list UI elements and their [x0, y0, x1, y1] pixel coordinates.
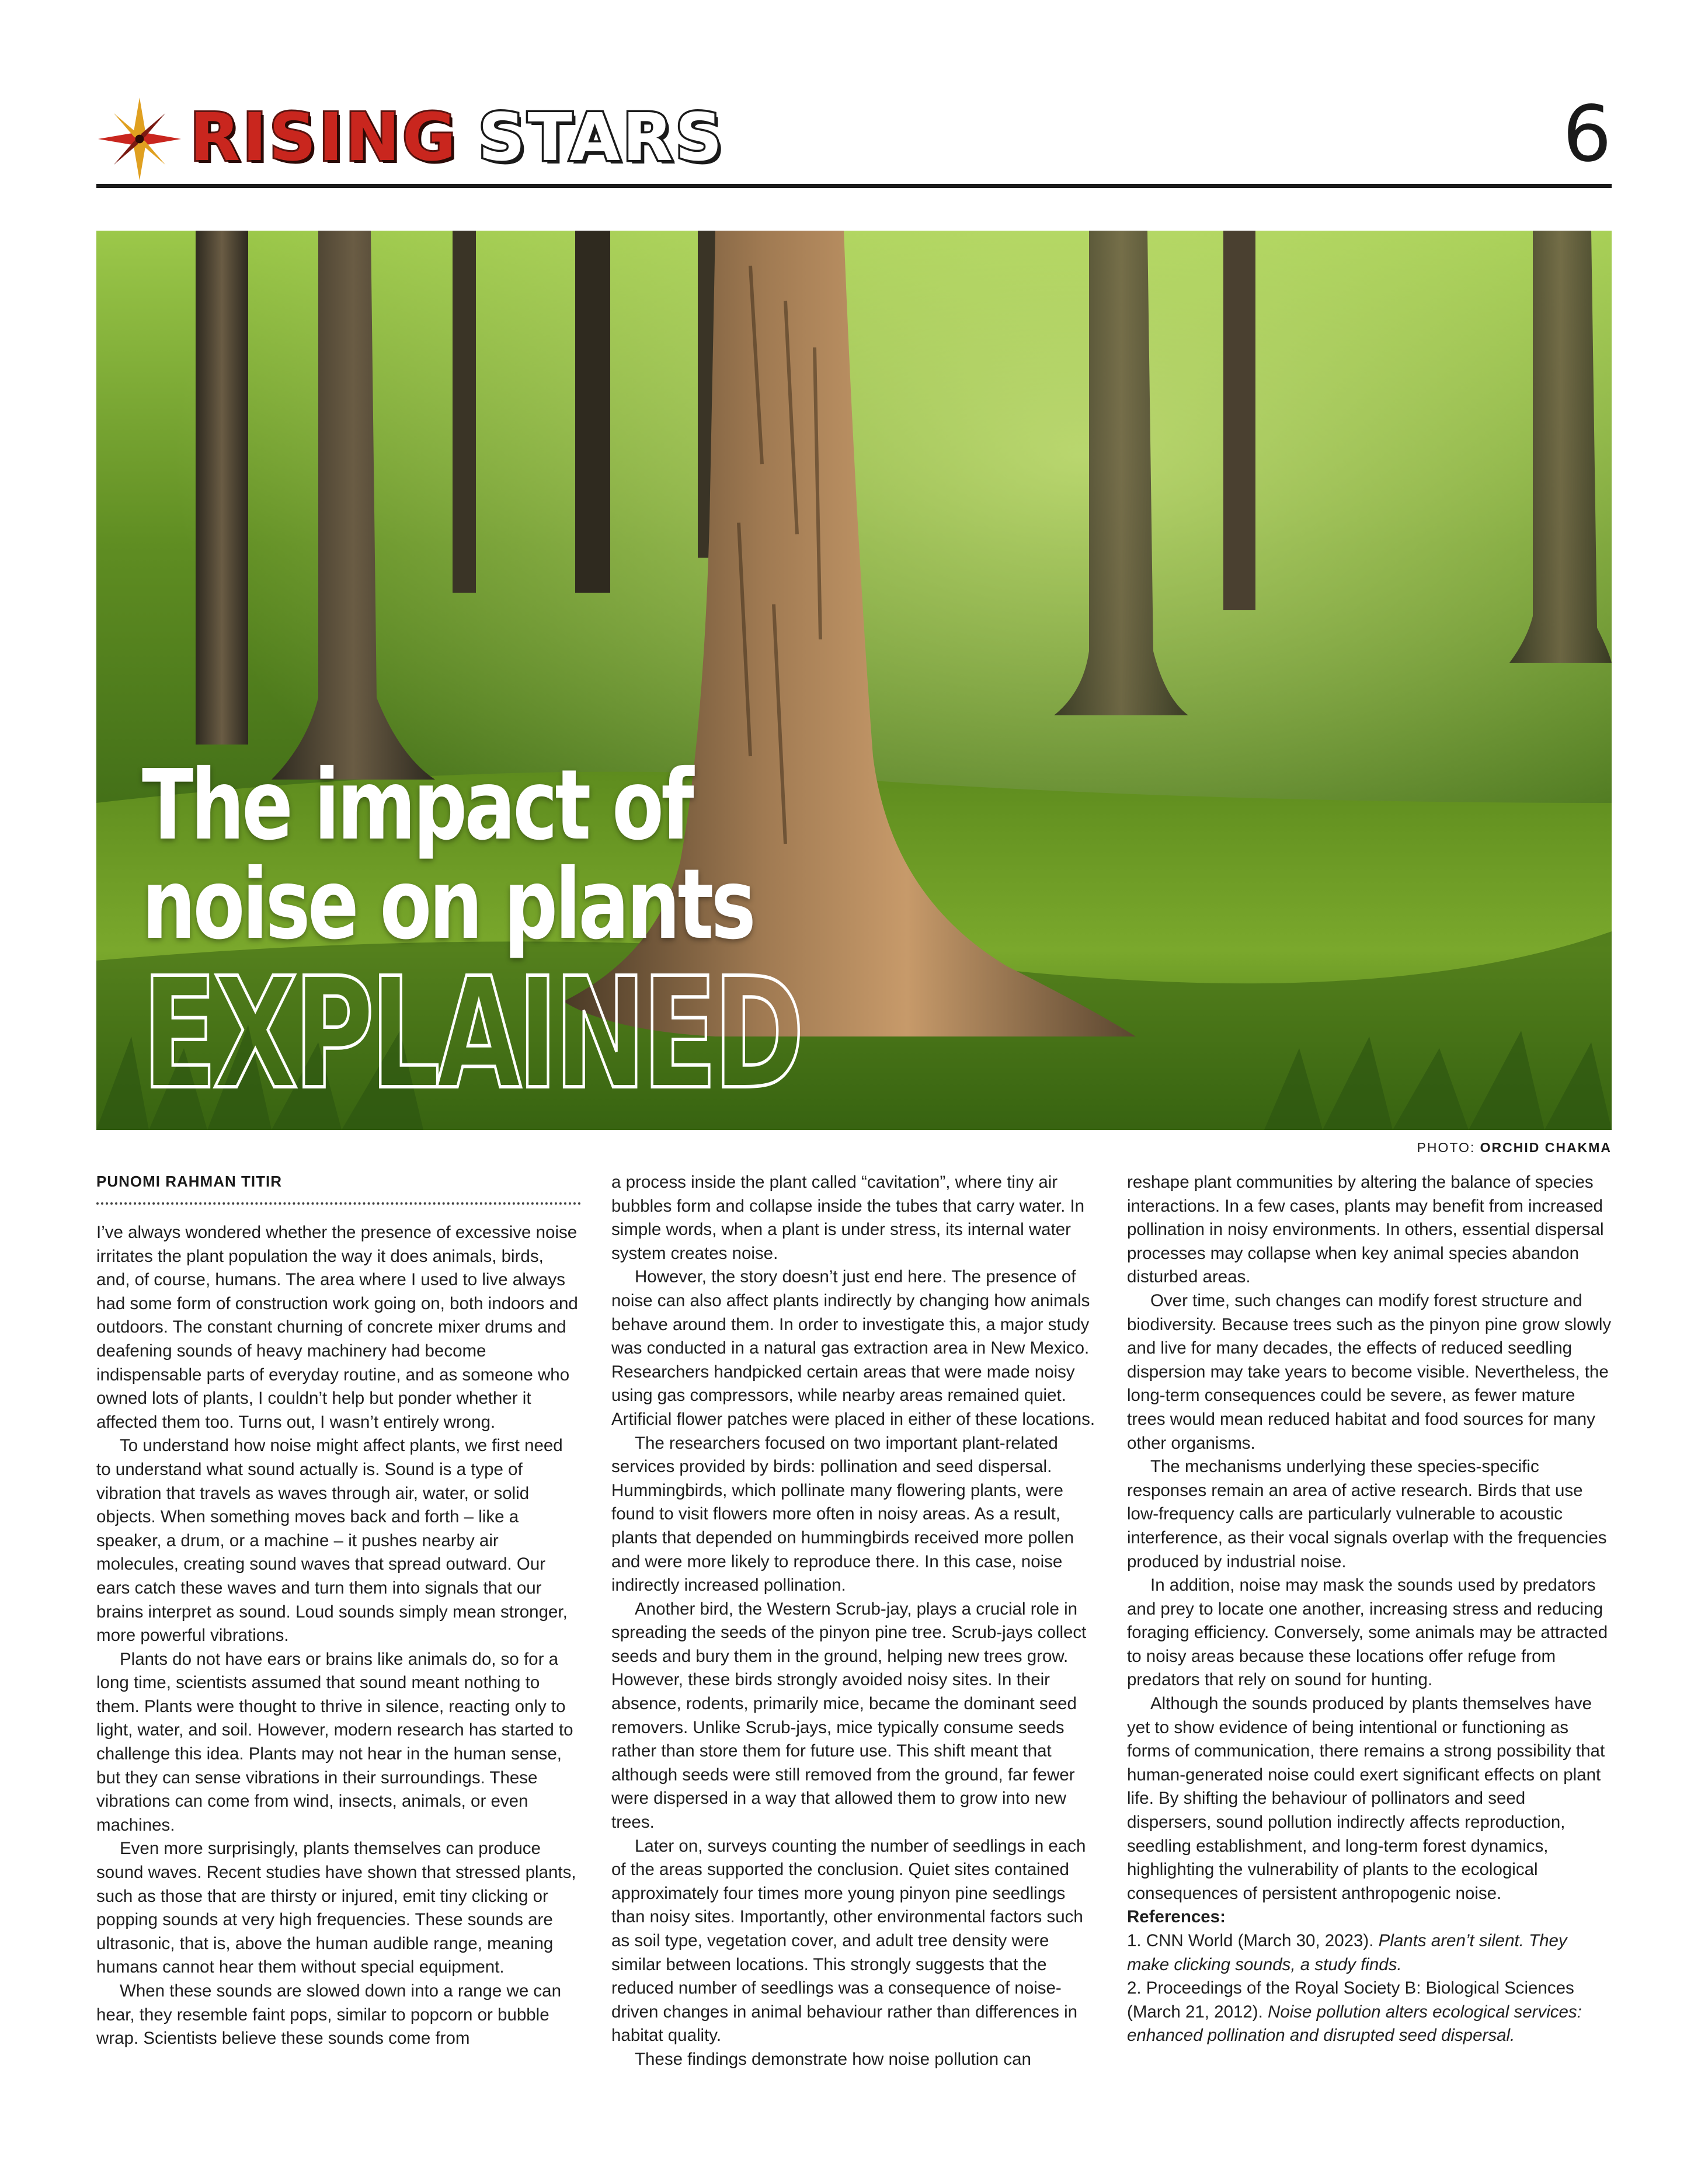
headline-explained: EXPLAINED: [142, 945, 801, 1123]
paragraph: Later on, surveys counting the number of seedlings in each of the areas supported the conclusion. Quiet sites contained approximately four times more young pinyon pine seedlings than noisy sites. Importantly, other environmental factors such as soil type, vegetation cover, and adult tree density were similar between locations. This strongly suggests that the reduced number of seedlings was a consequence of noise-driven changes in animal behaviour rather than differences in habitat quality.: [611, 1836, 1086, 2046]
article-column-2: [611, 1171, 1096, 2072]
references-heading: References:: [1127, 1907, 1226, 1927]
reference-item: [1127, 1977, 1612, 2048]
paragraph: Even more surprisingly, plants themselves can produce sound waves. Recent studies have shown that stressed plants, such as those that are thirsty or injured, emit tiny clicking or popping sounds at very high frequencies. These sounds are ultrasonic, that is, above the human audible range, meaning humans cannot hear them without special equipment.: [96, 1839, 576, 1977]
paragraph: However, the story doesn’t just end here. The presence of noise can also affect plants indirectly by changing how animals behave around them. In order to investigate this, a major study was conducted in a natural gas extraction area in New Mexico. Researchers handpicked certain areas that were made noisy using gas compressors, while nearby areas remained quiet. Artificial flower patches were placed in either of these locations.: [611, 1267, 1095, 1429]
brand-wordmark: [190, 100, 725, 176]
photo-credit: [1417, 1140, 1612, 1156]
byline: PUNOMI RAHMAN TITIR: [96, 1171, 581, 1205]
paragraph: I’ve always wondered whether the presence of excessive noise irritates the plant population the way it does animals, birds, and, of course, humans. The area where I used to live always had some form of construction work going on, both indoors and outdoors. The constant churning of concrete mixer drums and deafening sounds of heavy machinery had become indispensable parts of everyday routine, and as someone who owned lots of plants, I couldn’t help but ponder whether it affected them too. Turns out, I wasn’t entirely wrong.: [96, 1223, 578, 1432]
paragraph: Another bird, the Western Scrub-jay, plays a crucial role in spreading the seeds of the pinyon pine tree. Scrub-jays collect seeds and bury them in the ground, helping new trees grow. However, these birds strongly avoided noisy sites. In their absence, rodents, primarily mice, became the dominant seed removers. Unlike Scrub-jays, mice typically consume seeds rather than store them for future use. This shift meant that although seeds were still removed from the ground, far fewer were dispersed in a way that allowed them to grow into new trees.: [611, 1599, 1087, 1832]
paragraph: These findings demonstrate how noise pollution can: [635, 2049, 1031, 2069]
masthead: [96, 89, 1612, 192]
photo-credit-name: ORCHID CHAKMA: [1480, 1140, 1612, 1155]
compass-star-logo: [96, 96, 183, 182]
paragraph: In addition, noise may mask the sounds used by predators and prey to locate one another, increasing stress and reducing foraging efficiency. Conversely, some animals may be attracted to noisy areas because these locations offer refuge from predators that rely on sound for hunting.: [1127, 1575, 1608, 1690]
article-column-1: [96, 1171, 581, 2051]
paragraph: Plants do not have ears or brains like animals do, so for a long time, scientists assumed that sound meant nothing to them. Plants were thought to thrive in silence, reacting only to light, water, and soil. However, modern research has started to challenge this idea. Plants may not hear in the human sense, but they can sense vibrations in their surroundings. These vibrations can come from wind, insects, animals, or even machines.: [96, 1649, 573, 1835]
headline: [142, 749, 1056, 1123]
paragraph: To understand how noise might affect plants, we first need to understand what sound actually is. Sound is a type of vibration that travels as waves through air, water, or solid objects. When something moves back and forth – like a speaker, a drum, or a machine – it pushes nearby air molecules, creating sound waves that spread outward. Our ears catch these waves and turn them into signals that our brains interpret as sound. Loud sounds simply mean stronger, more powerful vibrations.: [96, 1436, 568, 1646]
brand-rising: RISING: [190, 100, 458, 176]
photo-credit-label: PHOTO:: [1417, 1140, 1476, 1155]
reference-source: 1. CNN World (March 30, 2023).: [1127, 1931, 1379, 1950]
headline-line-1: The impact of: [142, 749, 691, 862]
paragraph: When these sounds are slowed down into a range we can hear, they resemble faint pops, similar to popcorn or bubble wrap. Scientists believe these sounds come from: [96, 1981, 561, 2048]
paragraph: reshape plant communities by altering the balance of species interactions. In a few cases, plants may benefit from increased pollination in noisy environments. In others, essential dispersal processes may collapse when key animal species abandon disturbed areas.: [1127, 1173, 1604, 1287]
paragraph: Although the sounds produced by plants themselves have yet to show evidence of being intentional or functioning as forms of communication, there remains a strong possibility that human-generated noise could exert significant effects on plant life. By shifting the behaviour of pollinators and seed dispersers, sound pollution indirectly affects reproduction, seedling establishment, and long-term forest dynamics, highlighting the vulnerability of plants to the ecological consequences of persistent anthropogenic noise.: [1127, 1694, 1605, 1903]
paragraph: The researchers focused on two important plant-related services provided by birds: pollination and seed dispersal. Hummingbirds, which pollinate many flowering plants, were found to visit flowers more often in noisy areas. As a result, plants that depended on hummingbirds received more pollen and were more likely to reproduce there. In this case, noise indirectly increased pollination.: [611, 1433, 1074, 1595]
paragraph: a process inside the plant called “cavitation”, where tiny air bubbles form and collapse inside the tubes that carry water. In simple words, when a plant is under stress, its internal water system creates noise.: [611, 1173, 1085, 1263]
hero-photo: [96, 231, 1612, 1130]
reference-item: [1127, 1929, 1612, 1977]
masthead-divider: [96, 184, 1612, 188]
reference-source: 2. Proceedings of the Royal Society B: Biological Sciences (March 21, 2012).: [1127, 1978, 1574, 2022]
paragraph: Over time, such changes can modify forest structure and biodiversity. Because trees such as the pinyon pine grow slowly and live for many decades, the effects of reduced seedling dispersion may take years to become visible. Nevertheless, the long-term consequences could be severe, as fewer mature trees would mean reduced habitat and food sources for many other organisms.: [1127, 1291, 1612, 1453]
headline-line-2: noise on plants: [142, 848, 754, 961]
reference-title: Plants aren’t silent. They make clicking sounds, a study finds.: [1127, 1931, 1567, 1974]
brand-stars: STARS: [478, 100, 725, 176]
article-column-3: [1127, 1171, 1612, 2048]
page-number: 6: [1563, 89, 1612, 179]
paragraph: The mechanisms underlying these species-specific responses remain an area of active research. Birds that use low-frequency calls are particularly vulnerable to acoustic interference, as their vocal signals overlap with the frequencies produced by industrial noise.: [1127, 1457, 1607, 1571]
reference-title: Noise pollution alters ecological services: enhanced pollination and disrupted seed dispersal.: [1127, 2002, 1582, 2046]
